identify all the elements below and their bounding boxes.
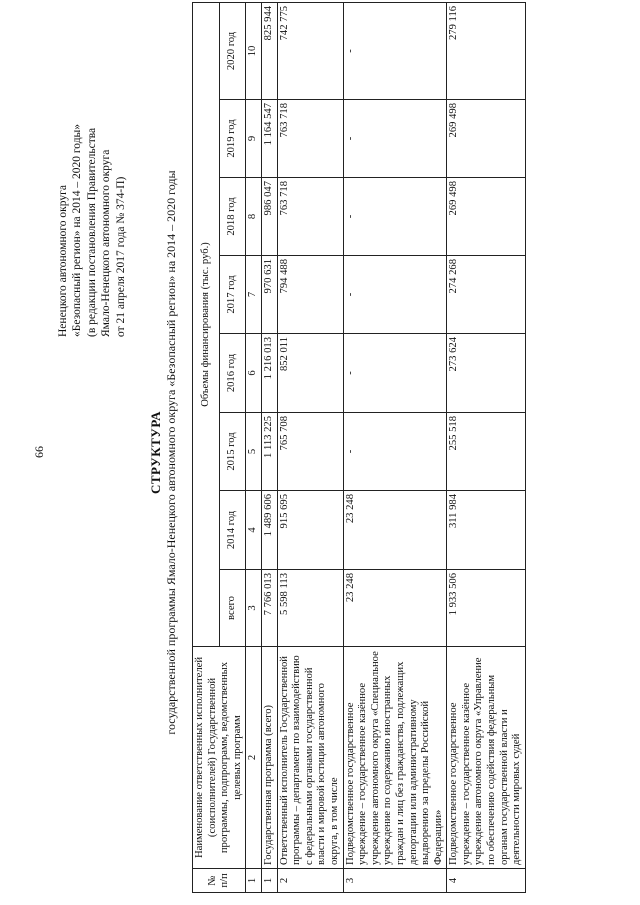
funding-structure-table [192, 2, 526, 893]
header-line: Ненецкого автономного округа [57, 185, 69, 337]
column-header-year: 2018 год [219, 178, 246, 256]
cell-value: 279 116 [447, 2, 526, 99]
table-header-row [193, 2, 220, 892]
cell-value: 852 011 [277, 334, 343, 413]
document-title: СТРУКТУРА [148, 410, 163, 495]
cell-value: 23 248 [343, 570, 447, 647]
table-row [343, 2, 447, 892]
cell-value: 274 268 [447, 256, 526, 334]
cell-value: - [343, 178, 447, 256]
cell-value: 763 718 [277, 178, 343, 256]
column-number-row [246, 2, 262, 892]
column-header-year: 2015 год [219, 413, 246, 491]
approval-header [56, 37, 128, 337]
column-number: 10 [246, 2, 262, 99]
cell-value: 742 775 [277, 2, 343, 99]
row-name: Подведомственное государственное учреждение – государственное казённое учреждение автономного округа «Управление по обеспечению содействия федеральным органам государственной власти и деятельности мировых судей [447, 647, 526, 869]
cell-value: - [343, 334, 447, 413]
header-line: Ямало-Ненецкого автономного округа [100, 149, 113, 337]
cell-value: 23 248 [343, 491, 447, 570]
column-number: 3 [246, 570, 262, 647]
cell-value: 255 518 [447, 413, 526, 491]
cell-value: 970 631 [261, 256, 277, 334]
table-row [447, 2, 526, 892]
column-number: 1 [246, 869, 262, 893]
column-header-year: 2019 год [219, 100, 246, 178]
page-number: 66 [32, 446, 46, 458]
cell-value: 1 216 013 [261, 334, 277, 413]
row-name: Ответственный исполнитель Государственной программы – департамент по взаимодействию с федеральными органами государственной власти и мировой юстиции автономного округа, в том числе [277, 647, 343, 869]
header-line: от 21 апреля 2017 года № 374-П) [114, 176, 127, 337]
cell-value: 1 164 547 [261, 100, 277, 178]
row-number: 3 [343, 869, 447, 893]
cell-value: 763 718 [277, 100, 343, 178]
header-line: «Безопасный регион» на 2014 – 2020 годы» [71, 123, 84, 337]
cell-value: 269 498 [447, 100, 526, 178]
row-name: Государственная программа (всего) [261, 647, 277, 869]
column-header-year: 2017 год [219, 256, 246, 334]
cell-value: 5 598 113 [277, 570, 343, 647]
cell-value: 765 708 [277, 413, 343, 491]
column-header-year: 2014 год [219, 491, 246, 570]
column-number: 6 [246, 334, 262, 413]
row-number: 2 [277, 869, 343, 893]
cell-value: 1 933 506 [447, 570, 526, 647]
cell-value: 7 766 013 [261, 570, 277, 647]
cell-value: 1 113 225 [261, 413, 277, 491]
cell-value: 273 624 [447, 334, 526, 413]
column-header-funding: Объемы финансирования (тыс. руб.) [193, 2, 220, 646]
table-row [277, 2, 343, 892]
table-row [261, 2, 277, 892]
column-number: 9 [246, 100, 262, 178]
cell-value: 794 488 [277, 256, 343, 334]
column-number: 2 [246, 647, 262, 869]
cell-value: 986 047 [261, 178, 277, 256]
header-line: (в редакции постановления Правительства [85, 127, 98, 337]
cell-value: - [343, 256, 447, 334]
column-header-name: Наименование ответственных исполнителей (соисполнителей) Государственной программы, подпрограмм, ведомственных целевых программ [193, 647, 246, 869]
document-subtitle: государственной программы Ямало-Ненецкого автономного округа «Безопасный регион» на 2014 – 2020 годы [164, 170, 178, 735]
cell-value: - [343, 2, 447, 99]
column-number: 4 [246, 491, 262, 570]
cell-value: 1 489 606 [261, 491, 277, 570]
cell-value: 915 695 [277, 491, 343, 570]
column-number: 5 [246, 413, 262, 491]
row-number: 1 [261, 869, 277, 893]
cell-value: 311 984 [447, 491, 526, 570]
cell-value: 825 944 [261, 2, 277, 99]
column-header-year: всего [219, 570, 246, 647]
column-number: 7 [246, 256, 262, 334]
column-number: 8 [246, 178, 262, 256]
row-name: Подведомственное государственное учреждение – государственное казённое учреждение автономного округа «Специальное учреждение по содержанию иностранных граждан и лиц без гражданства, подлежащих депортации или административному выдворению за пределы Российской Федерации» [343, 647, 447, 869]
cell-value: - [343, 100, 447, 178]
row-number: 4 [447, 869, 526, 893]
column-header-year: 2020 год [219, 2, 246, 99]
column-header-year: 2016 год [219, 334, 246, 413]
column-header-number: № п/п [193, 869, 246, 893]
cell-value: - [343, 413, 447, 491]
cell-value: 269 498 [447, 178, 526, 256]
